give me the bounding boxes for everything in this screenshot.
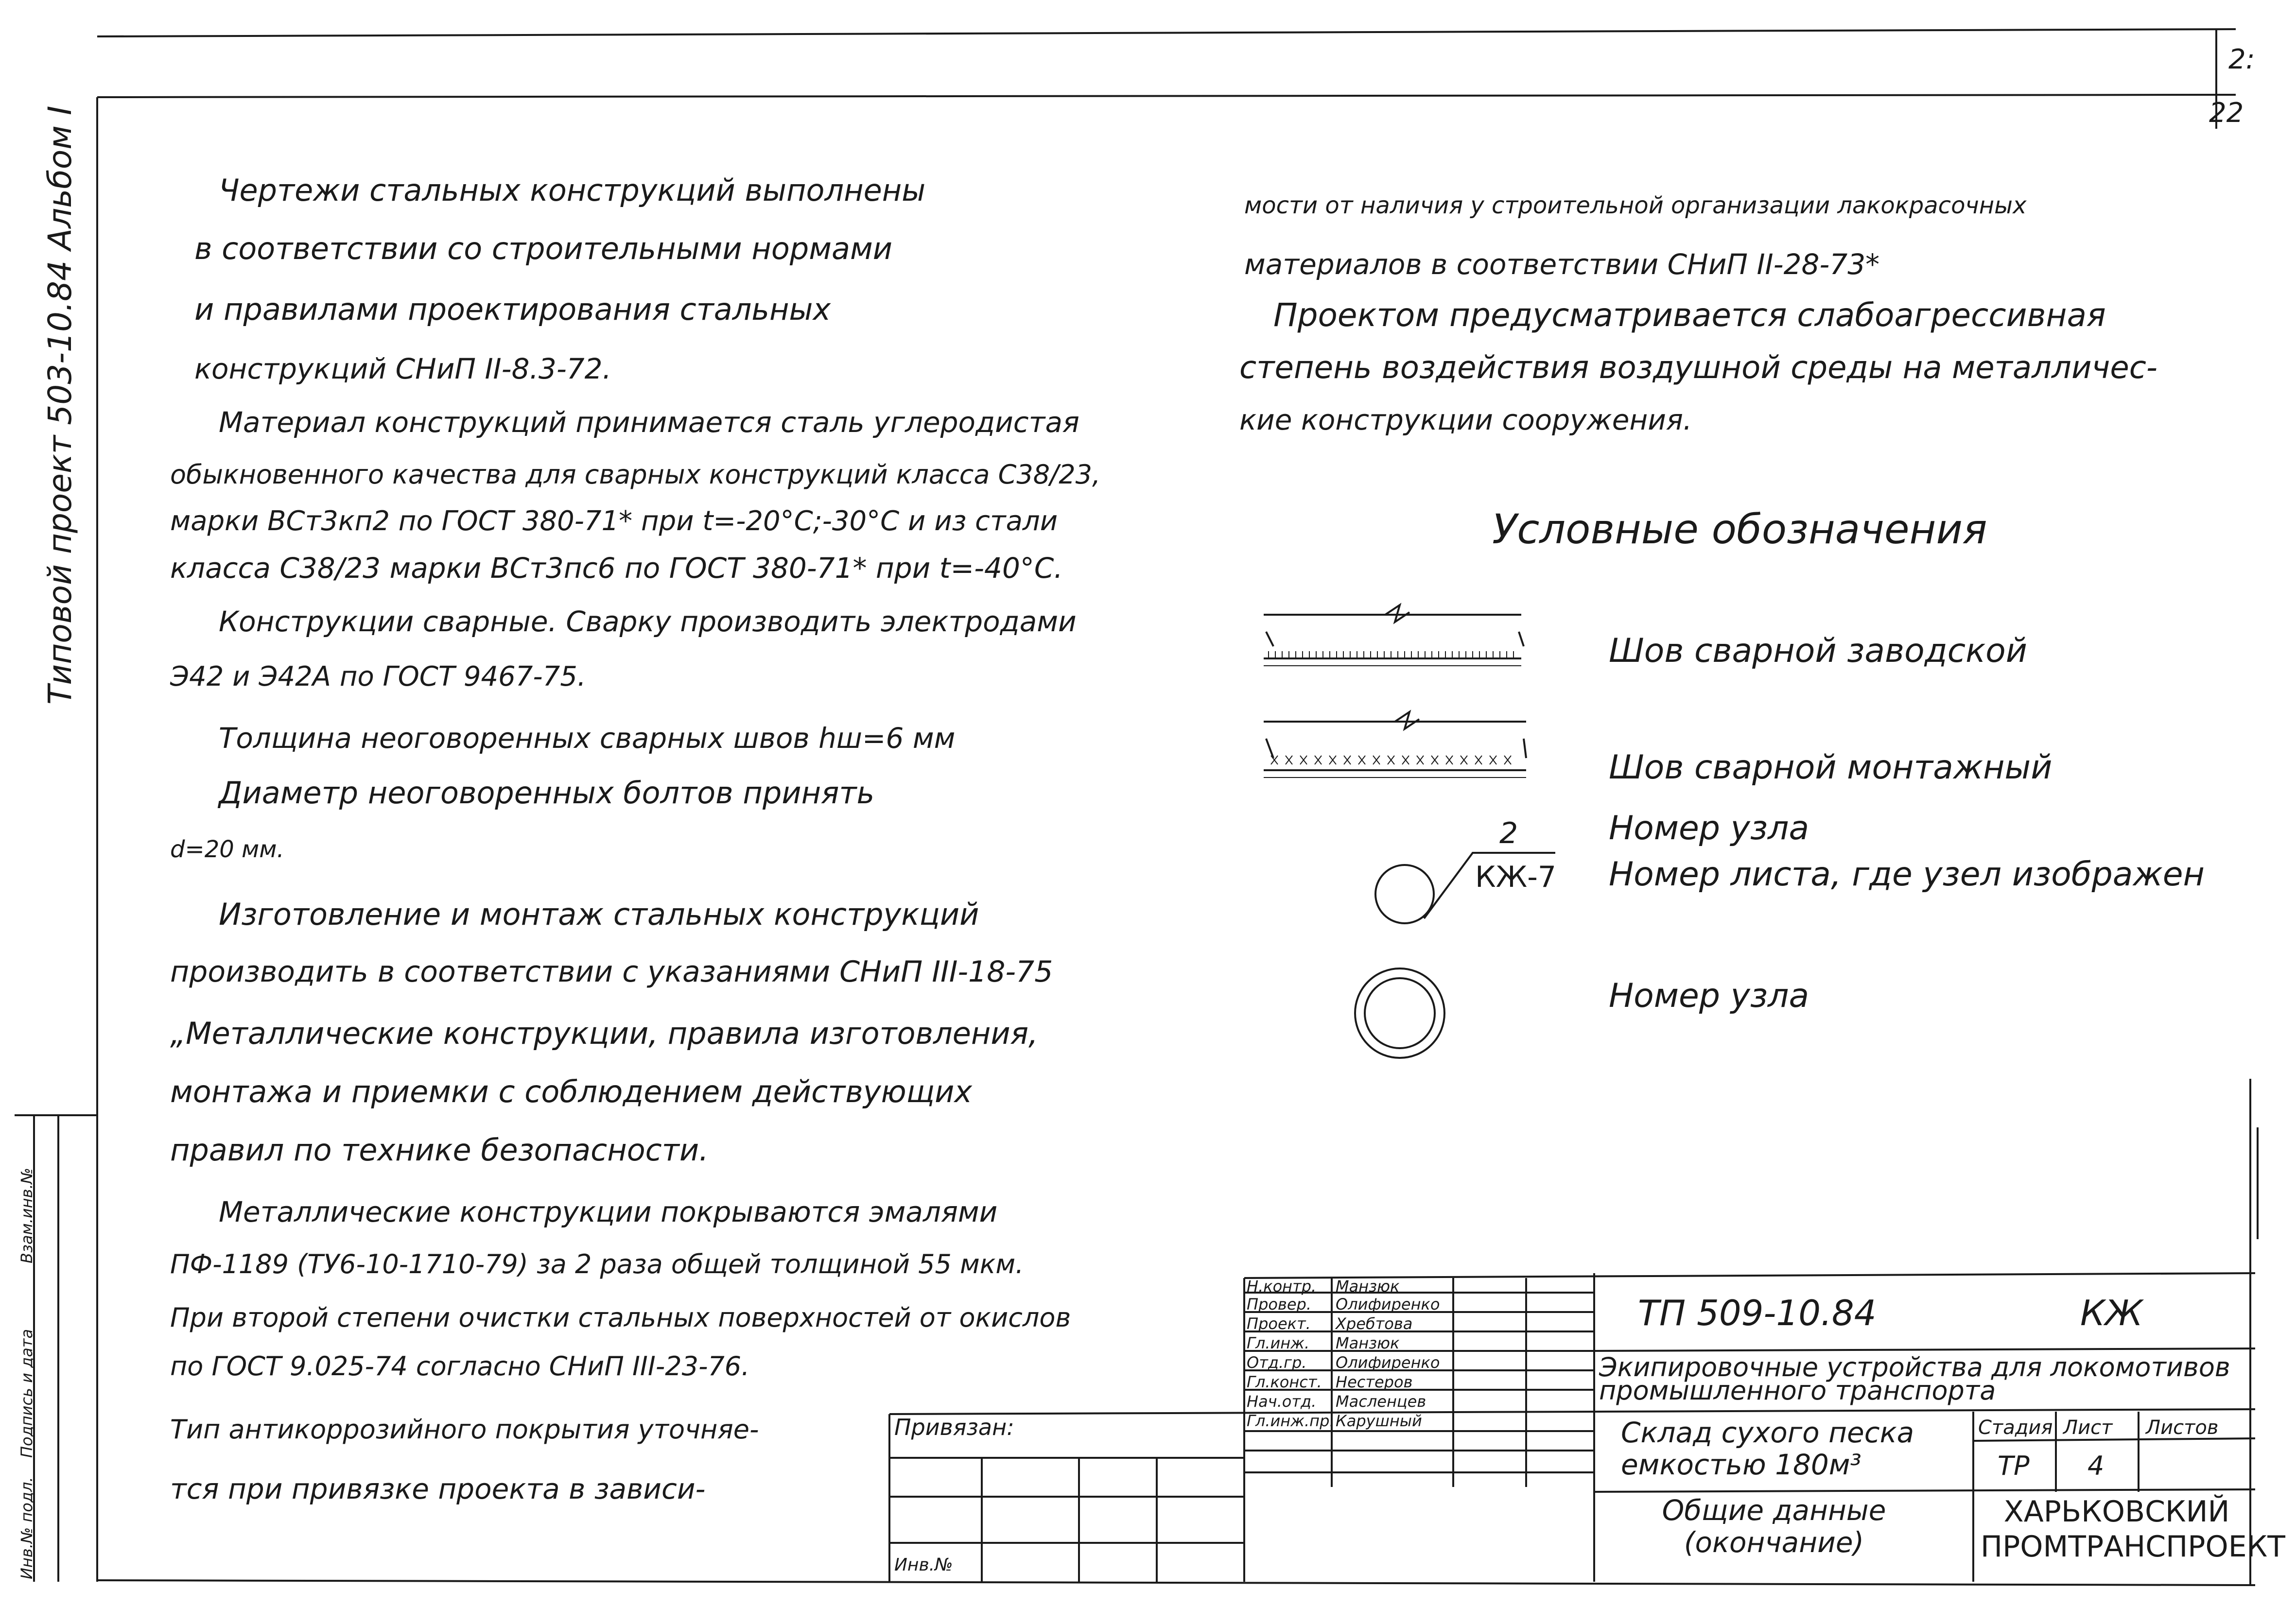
legend-node-value: 2 xyxy=(1499,816,1518,850)
side-stamp-inv: Инв.№ подл. xyxy=(17,1477,36,1579)
notes-left-line: по ГОСТ 9.025-74 согласно СНиП III-23-76. xyxy=(170,1351,750,1382)
stage-value: ТР xyxy=(1998,1451,2030,1481)
signature-role: Проект. xyxy=(1247,1314,1311,1333)
notes-left-line: Изготовление и монтаж стальных конструкций xyxy=(219,897,979,932)
notes-left-line: Металлические конструкции покрываются эмалями xyxy=(219,1195,998,1228)
legend-title: Условные обозначения xyxy=(1492,505,1987,553)
signature-name: Олифиренко xyxy=(1336,1353,1440,1372)
object-name: Склад сухого песка емкостью 180м³ xyxy=(1621,1416,1914,1481)
sheet-label: Лист xyxy=(2063,1417,2113,1439)
notes-left-line: обыкновенного качества для сварных конструкций класса С38/23, xyxy=(170,459,1101,490)
sheet-number: 22 xyxy=(2209,97,2244,129)
notes-left-line: Толщина неоговоренных сварных швов hш=6 мм xyxy=(219,722,956,755)
side-stamp-replace: Взам.инв.№ xyxy=(17,1168,36,1263)
signature-role: Отд.гр. xyxy=(1247,1353,1307,1372)
side-stamp-sign: Подпись и дата xyxy=(17,1329,36,1458)
field-weld-cross xyxy=(1271,756,1278,764)
signature-role: Нач.отд. xyxy=(1247,1392,1317,1411)
notes-left-line: тся при привязке проекта в зависи- xyxy=(170,1472,706,1505)
doc-mark: КЖ xyxy=(2080,1293,2143,1333)
sheet-title: Общие данные (окончание) xyxy=(1662,1494,1886,1559)
inv-label: Инв.№ xyxy=(894,1555,953,1575)
signature-role: Гл.инж.пр. xyxy=(1247,1412,1335,1430)
signature-name: Карушный xyxy=(1336,1412,1422,1430)
signature-role: Н.контр. xyxy=(1247,1277,1317,1296)
field-weld-cross xyxy=(1286,756,1292,764)
field-weld-cross xyxy=(1300,756,1307,764)
legend-sheet-value: КЖ-7 xyxy=(1475,860,1557,894)
field-weld-cross xyxy=(1344,756,1351,764)
field-weld-cross xyxy=(1504,756,1511,764)
field-weld-cross xyxy=(1329,756,1336,764)
doc-code: ТП 509-10.84 xyxy=(1638,1293,1877,1333)
field-weld-cross xyxy=(1373,756,1380,764)
legend-field-weld: Шов сварной монтажный xyxy=(1609,748,2052,787)
field-weld-cross xyxy=(1461,756,1467,764)
notes-left-line: марки ВСт3кп2 по ГОСТ 380-71* при t=-20°С;-30°С и из стали xyxy=(170,505,1058,537)
side-title: Типовой проект 503-10.84 Альбом I xyxy=(41,105,79,705)
notes-right-line: кие конструкции сооружения. xyxy=(1239,403,1692,436)
field-weld-cross xyxy=(1490,756,1496,764)
legend-sheet-ref: Номер листа, где узел изображен xyxy=(1609,855,2205,894)
sheet-number-top: 2: xyxy=(2228,44,2255,75)
binding-label: Привязан: xyxy=(894,1414,1014,1440)
legend-factory-weld: Шов сварной заводской xyxy=(1609,632,2027,670)
notes-left-line: d=20 мм. xyxy=(170,836,284,863)
notes-right-line: степень воздействия воздушной среды на металличес- xyxy=(1239,350,2157,386)
notes-left-line: монтажа и приемки с соблюдением действующих xyxy=(170,1074,973,1109)
notes-left-line: Чертежи стальных конструкций выполнены xyxy=(219,173,926,208)
organization: ХАРЬКОВСКИЙ ПРОМТРАНСПРОЕКТ xyxy=(1981,1495,2285,1564)
legend-node-number: Номер узла xyxy=(1609,809,1809,847)
signature-name: Нестеров xyxy=(1336,1373,1413,1391)
notes-left-line: Материал конструкций принимается сталь углеродистая xyxy=(219,406,1079,439)
notes-left-line: „Металлические конструкции, правила изготовления, xyxy=(170,1016,1038,1051)
notes-right-line: материалов в соответствии СНиП II-28-73* xyxy=(1244,248,1880,281)
field-weld-cross xyxy=(1358,756,1365,764)
signature-name: Манзюк xyxy=(1336,1277,1400,1296)
notes-left-line: и правилами проектирования стальных xyxy=(194,292,831,327)
notes-left-line: ПФ-1189 (ТУ6-10-1710-79) за 2 раза общей толщиной 55 мкм. xyxy=(170,1249,1024,1279)
notes-right-line: Проектом предусматривается слабоагрессивная xyxy=(1273,296,2106,334)
signature-name: Хребтова xyxy=(1336,1314,1413,1333)
field-weld-cross xyxy=(1417,756,1424,764)
field-weld-cross xyxy=(1315,756,1322,764)
notes-left-line: конструкций СНиП II-8.3-72. xyxy=(194,352,611,385)
field-weld-cross xyxy=(1475,756,1482,764)
notes-left-line: Тип антикоррозийного покрытия уточняе- xyxy=(170,1414,759,1445)
legend-node-number-2: Номер узла xyxy=(1609,977,1809,1015)
field-weld-cross xyxy=(1388,756,1394,764)
notes-left-line: Диаметр неоговоренных болтов принять xyxy=(219,775,875,811)
notes-left-line: Конструкции сварные. Сварку производить электродами xyxy=(219,605,1077,638)
signature-name: Манзюк xyxy=(1336,1334,1400,1352)
stage-label: Стадия xyxy=(1978,1417,2053,1439)
notes-left-line: в соответствии со строительными нормами xyxy=(194,231,893,266)
notes-left-line: правил по технике безопасности. xyxy=(170,1132,709,1168)
sheet-value: 4 xyxy=(2087,1451,2105,1481)
signature-role: Провер. xyxy=(1247,1295,1311,1313)
signature-role: Гл.конст. xyxy=(1247,1373,1322,1391)
field-weld-cross xyxy=(1402,756,1409,764)
notes-right-line: мости от наличия у строительной организации лакокрасочных xyxy=(1244,192,2027,219)
notes-left-line: производить в соответствии с указаниями СНиП III-18-75 xyxy=(170,955,1053,989)
notes-left-line: При второй степени очистки стальных поверхностей от окислов xyxy=(170,1302,1071,1333)
sheets-label: Листов xyxy=(2146,1417,2219,1439)
notes-left-line: класса С38/23 марки ВСт3пс6 по ГОСТ 380-71* при t=-40°С. xyxy=(170,552,1063,585)
field-weld-cross xyxy=(1431,756,1438,764)
field-weld-cross xyxy=(1446,756,1453,764)
signature-name: Масленцев xyxy=(1336,1392,1426,1411)
notes-left-line: Э42 и Э42А по ГОСТ 9467-75. xyxy=(170,661,586,692)
project-name: Экипировочные устройства для локомотивов промышленного транспорта xyxy=(1599,1352,2230,1406)
signature-role: Гл.инж. xyxy=(1247,1334,1310,1352)
signature-name: Олифиренко xyxy=(1336,1295,1440,1313)
